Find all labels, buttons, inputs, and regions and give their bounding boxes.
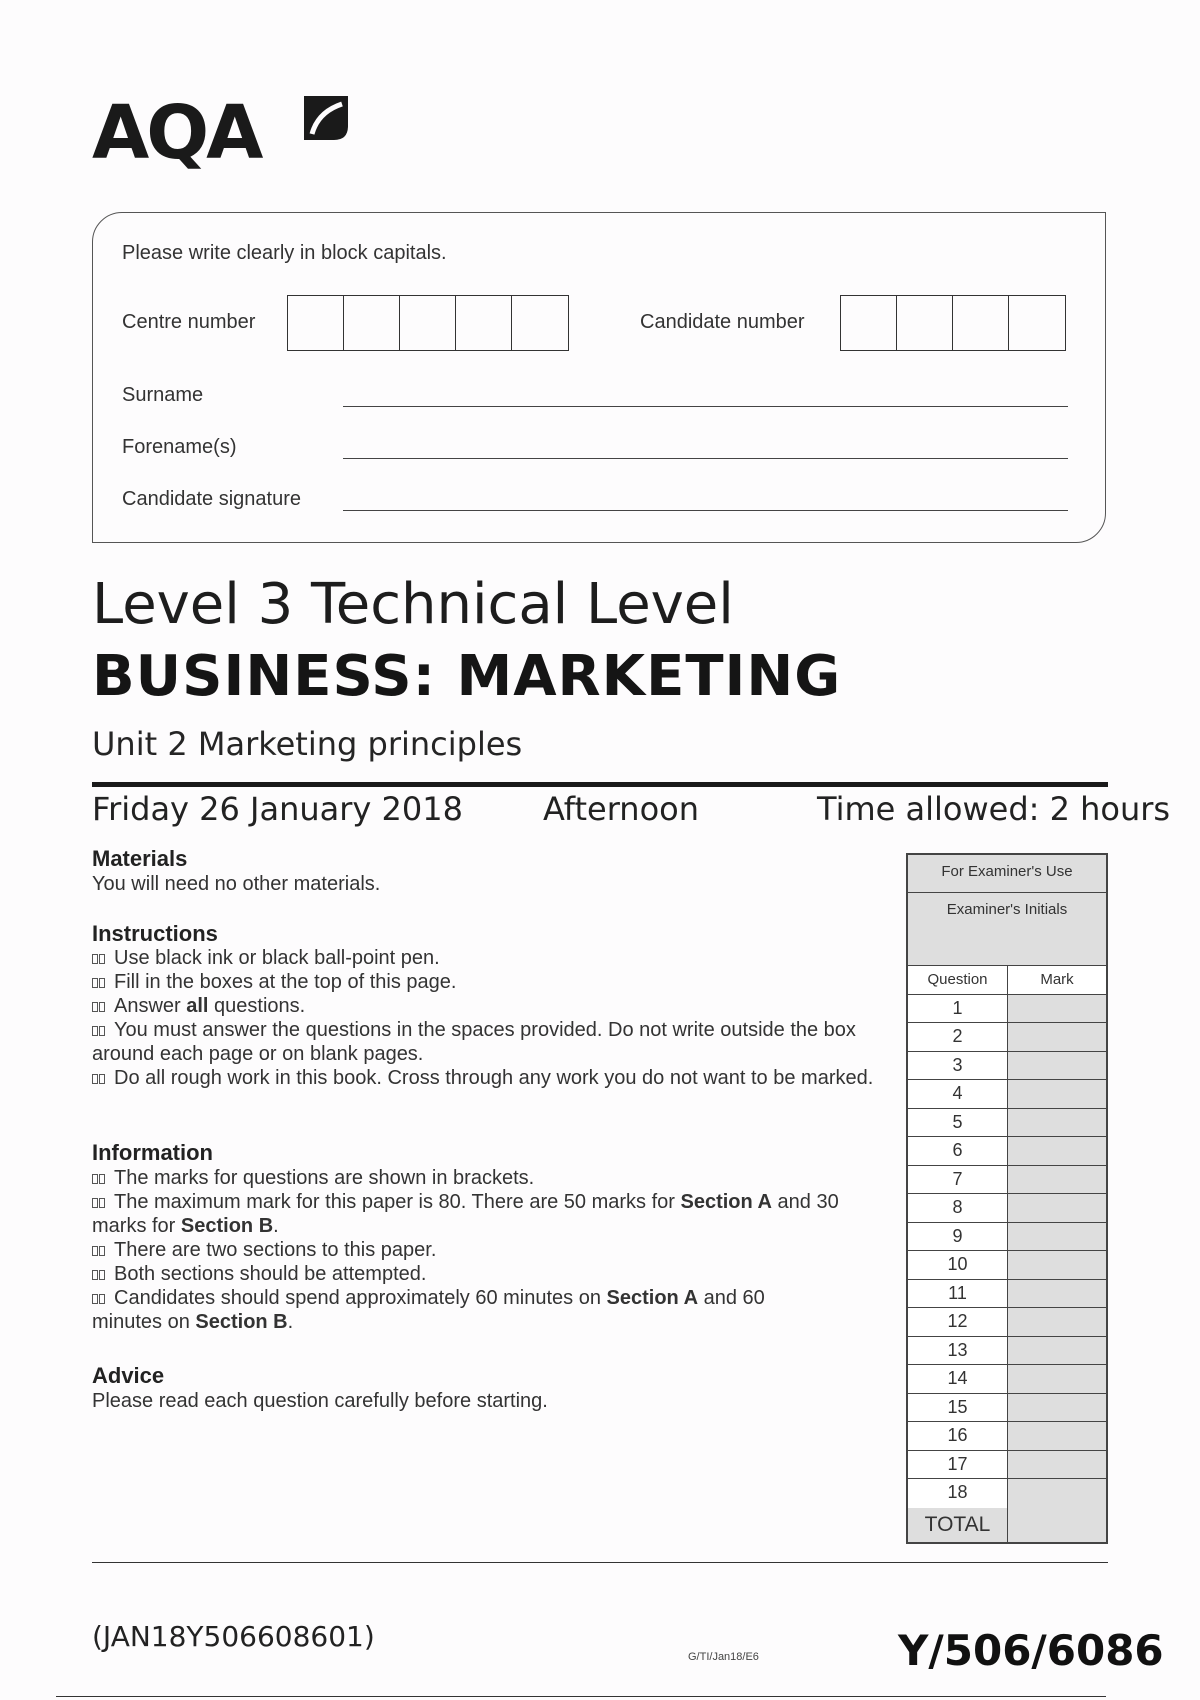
footer-divider <box>92 1562 1108 1563</box>
question-number: 13 <box>908 1337 1008 1365</box>
instruction-item: Use black ink or black ball-point pen. <box>92 946 892 970</box>
bullet-icon <box>92 1018 107 1029</box>
bullet-icon <box>92 946 107 957</box>
table-row <box>908 1451 1106 1480</box>
information-item: There are two sections to this paper. <box>92 1238 892 1262</box>
page-bottom-rule <box>56 1696 1106 1697</box>
time-allowed: Time allowed: 2 hours <box>817 790 1171 828</box>
materials-text: You will need no other materials. <box>92 873 381 895</box>
centre-number-box[interactable] <box>512 296 568 350</box>
candidate-details-box <box>92 212 1106 543</box>
question-number: 16 <box>908 1422 1008 1450</box>
question-number: 1 <box>908 995 1008 1023</box>
question-number: 14 <box>908 1365 1008 1393</box>
question-number: 12 <box>908 1308 1008 1336</box>
table-row <box>908 1023 1106 1052</box>
information-item: Candidates should spend approximately 60 minutes on Section A and 60 minutes on Section B. <box>92 1287 765 1333</box>
instruction-item: Answer all questions. <box>92 994 892 1018</box>
forename-label: Forename(s) <box>122 436 237 458</box>
table-row <box>908 1308 1106 1337</box>
table-row <box>908 1223 1106 1252</box>
question-number: 10 <box>908 1251 1008 1279</box>
information-heading: Information <box>92 1140 213 1165</box>
table-row <box>908 1166 1106 1195</box>
information-item: The marks for questions are shown in brackets. <box>92 1166 892 1190</box>
subject-title: BUSINESS: MARKETING <box>92 644 842 709</box>
question-number: 18 <box>908 1479 1008 1508</box>
forename-field[interactable] <box>343 458 1068 459</box>
total-mark-cell <box>1008 1508 1106 1542</box>
candidate-number-box[interactable] <box>897 296 953 350</box>
mark-cell <box>1008 1394 1106 1422</box>
bullet-icon <box>92 1066 107 1077</box>
table-row <box>908 1422 1106 1451</box>
mark-cell <box>1008 1223 1106 1251</box>
mark-cell <box>1008 1166 1106 1194</box>
question-number: 7 <box>908 1166 1008 1194</box>
bullet-icon <box>92 1238 107 1249</box>
mark-header: Mark <box>1008 966 1106 994</box>
advice-text: Please read each question carefully before starting. <box>92 1390 548 1412</box>
centre-number-box[interactable] <box>344 296 400 350</box>
candidate-number-field[interactable] <box>840 295 1066 351</box>
mark-cell <box>1008 1023 1106 1051</box>
qualification-reference: Y/506/6086 <box>898 1626 1164 1675</box>
unit-title: Unit 2 Marketing principles <box>92 725 523 763</box>
total-label: TOTAL <box>908 1508 1008 1542</box>
table-row <box>908 1337 1106 1366</box>
total-row <box>908 1508 1106 1542</box>
mark-cell <box>1008 1479 1106 1508</box>
mark-cell <box>1008 995 1106 1023</box>
surname-label: Surname <box>122 384 204 406</box>
aqa-logo <box>92 82 362 182</box>
question-number: 8 <box>908 1194 1008 1222</box>
mark-cell <box>1008 1422 1106 1450</box>
block-capitals-instruction: Please write clearly in block capitals. <box>122 242 447 264</box>
table-row <box>908 1280 1106 1309</box>
mark-cell <box>1008 1365 1106 1393</box>
mark-cell <box>1008 1337 1106 1365</box>
examiner-initials-cell <box>908 893 1106 966</box>
surname-field[interactable] <box>343 406 1068 407</box>
information-item: The maximum mark for this paper is 80. There are 50 marks for Section A and 30 marks for Section B. <box>92 1191 839 1237</box>
bullet-icon <box>92 1166 107 1177</box>
print-reference: G/TI/Jan18/E6 <box>688 1651 759 1663</box>
table-row <box>908 1251 1106 1280</box>
bullet-icon <box>92 994 107 1005</box>
logo-leaf-icon <box>298 90 354 146</box>
mark-cell <box>1008 1137 1106 1165</box>
bullet-icon <box>92 970 107 981</box>
mark-cell <box>1008 1280 1106 1308</box>
advice-heading: Advice <box>92 1363 165 1388</box>
question-number: 3 <box>908 1052 1008 1080</box>
exam-date: Friday 26 January 2018 <box>92 790 463 828</box>
qualification-level: Level 3 Technical Level <box>92 572 734 637</box>
centre-number-box[interactable] <box>400 296 456 350</box>
table-row <box>908 1137 1106 1166</box>
signature-field[interactable] <box>343 510 1068 511</box>
mark-cell <box>1008 1109 1106 1137</box>
question-number: 15 <box>908 1394 1008 1422</box>
candidate-number-box[interactable] <box>841 296 897 350</box>
signature-label: Candidate signature <box>122 488 302 510</box>
examiner-use-table <box>906 853 1108 1544</box>
examiner-use-title: For Examiner's Use <box>908 855 1106 893</box>
instructions-heading: Instructions <box>92 921 218 946</box>
question-number: 4 <box>908 1080 1008 1108</box>
instruction-item: Fill in the boxes at the top of this page. <box>92 970 892 994</box>
instruction-item: Do all rough work in this book. Cross through any work you do not want to be marked. <box>92 1066 892 1090</box>
question-number: 17 <box>908 1451 1008 1479</box>
centre-number-field[interactable] <box>287 295 569 351</box>
exam-session: Afternoon <box>543 790 699 828</box>
question-number: 2 <box>908 1023 1008 1051</box>
mark-cell <box>1008 1194 1106 1222</box>
table-row <box>908 1194 1106 1223</box>
examiner-initials-label: Examiner's Initials <box>946 901 1068 918</box>
table-row <box>908 1394 1106 1423</box>
paper-barcode-code: (JAN18Y506608601) <box>92 1620 375 1653</box>
instruction-item: You must answer the questions in the spaces provided. Do not write outside the box around each page or on blank pages. <box>92 1019 856 1065</box>
candidate-number-box[interactable] <box>953 296 1009 350</box>
bullet-icon <box>92 1262 107 1273</box>
question-number: 6 <box>908 1137 1008 1165</box>
information-item: Both sections should be attempted. <box>92 1262 892 1286</box>
centre-number-box[interactable] <box>456 296 512 350</box>
table-row <box>908 995 1106 1024</box>
logo-text: AQA <box>92 90 261 176</box>
bullet-icon <box>92 1286 107 1297</box>
bullet-icon <box>92 1190 107 1201</box>
table-row <box>908 1109 1106 1138</box>
table-row <box>908 1479 1106 1508</box>
mark-cell <box>1008 1080 1106 1108</box>
centre-number-label: Centre number <box>122 311 256 333</box>
table-row <box>908 1365 1106 1394</box>
question-header: Question <box>908 966 1008 994</box>
mark-cell <box>1008 1451 1106 1479</box>
mark-cell <box>1008 1251 1106 1279</box>
candidate-number-box[interactable] <box>1009 296 1065 350</box>
centre-number-box[interactable] <box>288 296 344 350</box>
mark-cell <box>1008 1308 1106 1336</box>
title-divider <box>92 782 1108 787</box>
mark-cell <box>1008 1052 1106 1080</box>
table-row <box>908 1052 1106 1081</box>
table-header-row <box>908 966 1106 995</box>
table-row <box>908 1080 1106 1109</box>
candidate-number-label: Candidate number <box>640 311 805 333</box>
question-number: 9 <box>908 1223 1008 1251</box>
question-number: 5 <box>908 1109 1008 1137</box>
materials-heading: Materials <box>92 846 188 871</box>
question-number: 11 <box>908 1280 1008 1308</box>
